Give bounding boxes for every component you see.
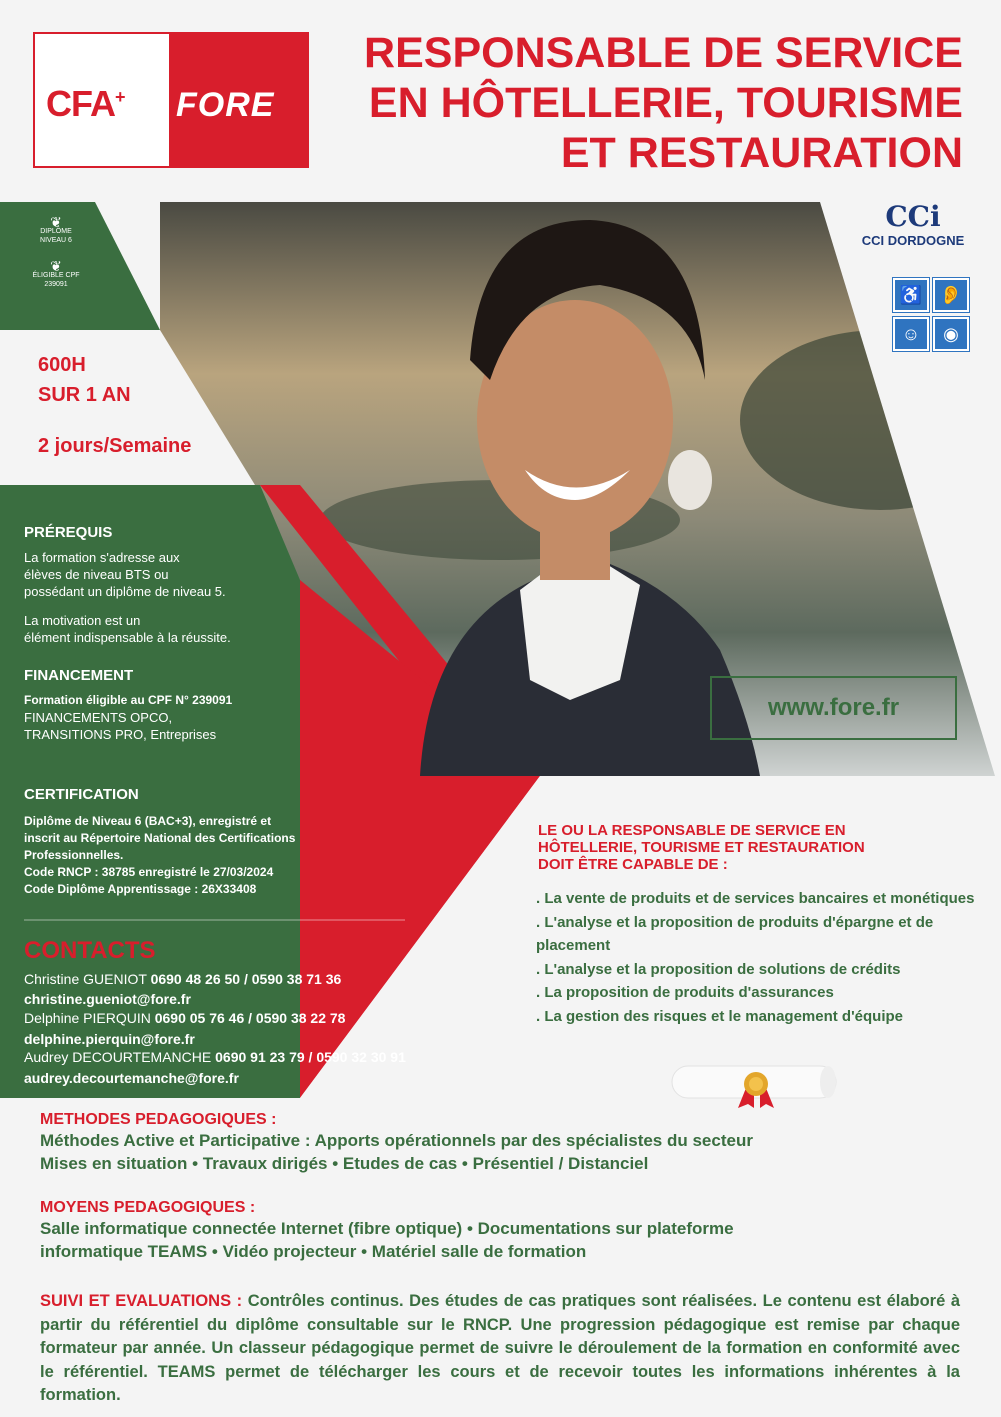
financement-section: FINANCEMENT Formation éligible au CPF N° 239091 FINANCEMENTS OPCO, TRANSITIONS PRO, Entreprises <box>24 667 233 742</box>
duration-hours: 600H <box>38 354 86 376</box>
duration <box>38 350 131 410</box>
contacts-heading: CONTACTS <box>24 937 156 964</box>
green-corner <box>0 202 160 330</box>
contact-phone: Delphine PIERQUIN 0690 05 76 46 / 0590 38 22 78 <box>24 1010 346 1026</box>
mental-icon: ☺ <box>893 317 929 351</box>
list-item: . La proposition de produits d'assurances <box>536 984 834 1001</box>
suivi-heading: SUIVI ET EVALUATIONS : <box>40 1292 243 1310</box>
list-item: . La vente de produits et de services bancaires et monétiques <box>536 890 975 907</box>
wheelchair-icon: ♿ <box>893 278 929 312</box>
diploma-badge: ❦ DIPLÔME NIVEAU 6 <box>40 214 72 244</box>
cci-logo <box>858 200 968 248</box>
contact-phone: Audrey DECOURTEMANCHE 0690 91 23 79 / 0590 32 30 91 <box>24 1049 406 1065</box>
page-title: RESPONSABLE DE SERVICE EN HÔTELLERIE, TOURISME ET RESTAURATION <box>364 29 963 177</box>
logo-fore: FORE <box>176 86 275 124</box>
cci-name: CCI DORDOGNE <box>861 233 965 248</box>
contact-email[interactable]: audrey.decourtemanche@fore.fr <box>24 1070 239 1086</box>
duration-period: SUR 1 AN <box>38 384 131 406</box>
hearing-icon: 👂 <box>933 278 969 312</box>
certification-section: CERTIFICATION Diplôme de Niveau 6 (BAC+3), enregistré et inscrit au Répertoire National des Certifications Professionnelles. Code RNCP : 38785 enregistré le 27/03/2024 Code Diplôme Apprentissage : 26X33408 <box>24 786 296 896</box>
moyens-section: MOYENS PEDAGOGIQUES : Salle informatique connectée Internet (fibre optique) • Documentations sur plateforme informatique TEAMS • Vidéo projecteur • Matériel salle de formation <box>40 1199 734 1261</box>
capabilities-heading: LE OU LA RESPONSABLE DE SERVICE EN HÔTELLERIE, TOURISME ET RESTAURATION DOIT ÊTRE CAPABLE DE : <box>538 822 865 873</box>
logo-cfa: CFA+ <box>46 83 125 124</box>
list-item: . L'analyse et la proposition de solutions de crédits <box>536 960 901 978</box>
duration-rhythm: 2 jours/Semaine <box>38 435 192 457</box>
contact-phone: Christine GUENIOT 0690 48 26 50 / 0590 38 71 36 <box>24 971 342 987</box>
prerequis-heading: PRÉREQUIS <box>24 524 113 541</box>
prerequis-section: PRÉREQUIS La formation s'adresse aux élèves de niveau BTS ou possédant un diplôme de niveau 5. La motivation est un élément indispensable à la réussite. <box>24 524 294 646</box>
diploma-scroll-icon <box>668 1060 840 1112</box>
list-item: . L'analyse et la proposition de produits d'épargne et de placement <box>536 913 934 954</box>
suivi-section <box>40 1290 960 1408</box>
contact-email[interactable]: christine.gueniot@fore.fr <box>24 991 191 1007</box>
methodes-section: METHODES PEDAGOGIQUES : Méthodes Active et Participative : Apports opérationnels par des spécialistes du secteur Mises en situation • Travaux dirigés • Etudes de cas • Présentiel / Distanciel <box>40 1111 753 1173</box>
cci-mark: CCi <box>885 200 941 233</box>
capabilities-list <box>536 887 996 1028</box>
suivi-text: Contrôles continus. Des études de cas pratiques sont réalisées. Le contenu est élaboré à partir du référentiel du diplôme consultable sur le RNCP. Une progression pédagogique est remise par chaque formateur par année. Un classeur pédagogique permet de suivre le déroulement de la formation en conformité avec le référentiel. TEAMS permet de télécharger les cours et de recevoir toutes les informations inhérentes à la formation. <box>40 1292 960 1404</box>
visual-icon: ◉ <box>933 317 969 351</box>
website-link[interactable]: www.fore.fr <box>710 676 957 740</box>
cpf-badge: ❦ ÉLIGIBLE CPF 239091 <box>32 258 80 288</box>
contact-email[interactable]: delphine.pierquin@fore.fr <box>24 1031 195 1047</box>
list-item: . La gestion des risques et le management d'équipe <box>536 1007 903 1025</box>
